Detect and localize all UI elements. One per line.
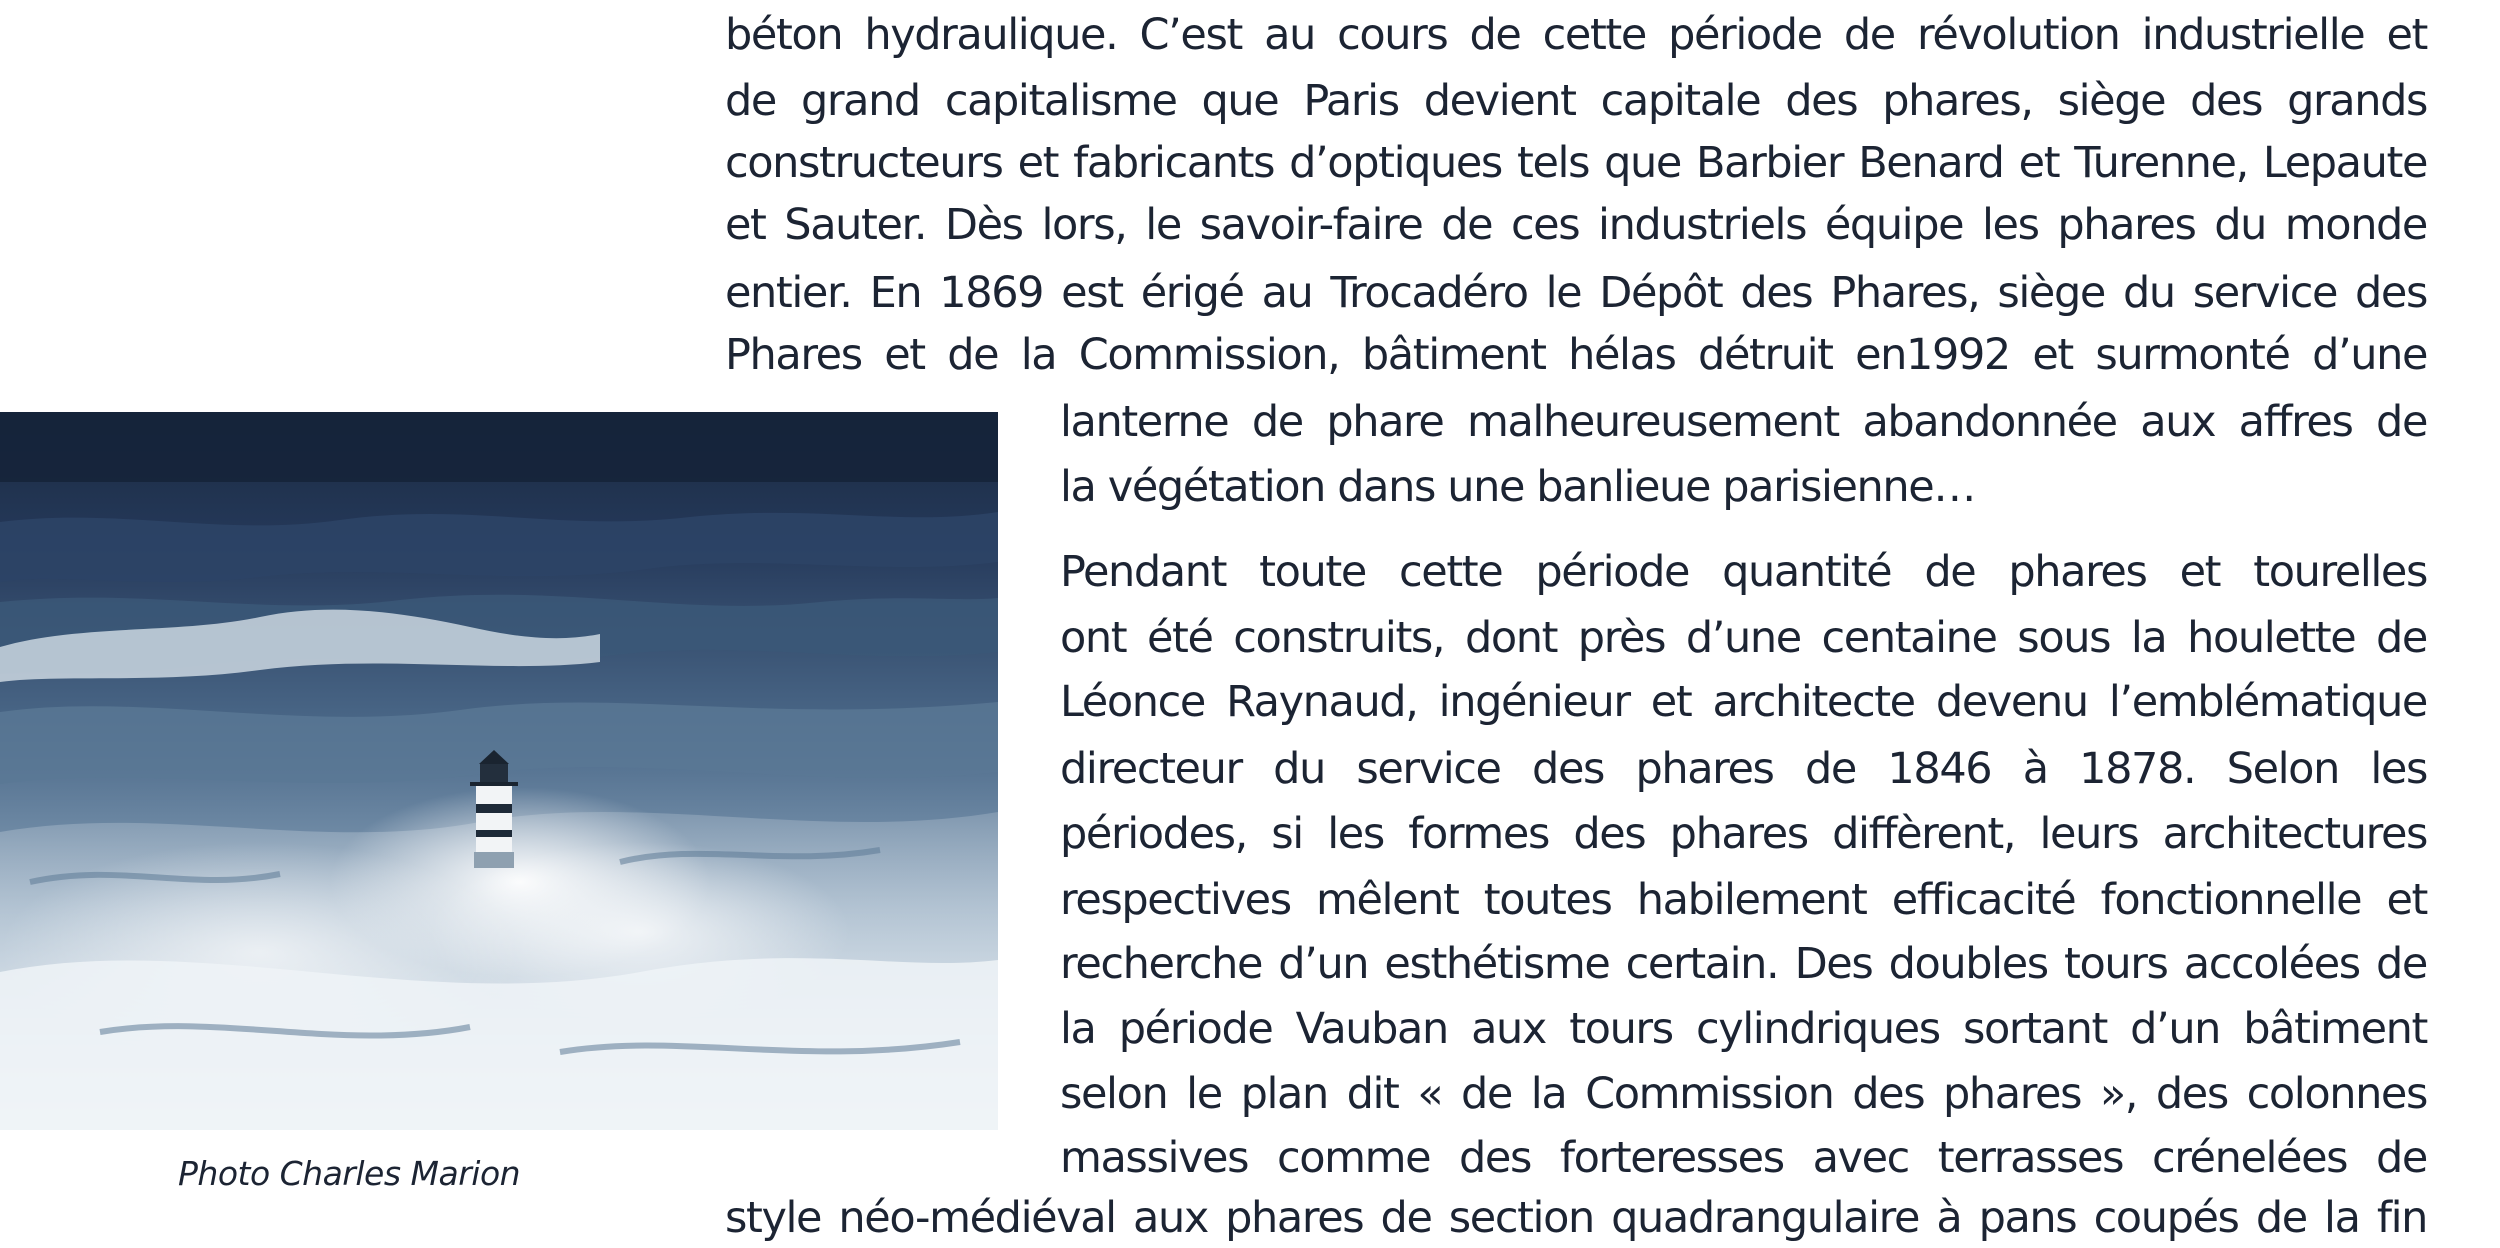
article-line-10: ont été construits, dont près d’une centaine sous la houlette de (1060, 613, 2427, 663)
article-line-4: et Sauter. Dès lors, le savoir-faire de ces industriels équipe les phares du monde (725, 200, 2427, 250)
article-line-19: style néo-médiéval aux phares de section quadrangulaire à pans coupés de la fin (725, 1193, 2427, 1243)
article-line-13: périodes, si les formes des phares diffèrent, leurs architectures (1060, 809, 2427, 859)
article-line-15: recherche d’un esthétisme certain. Des doubles tours accolées de (1060, 939, 2427, 989)
article-line-3: constructeurs et fabricants d’optiques tels que Barbier Benard et Turenne, Lepaute (725, 138, 2427, 188)
photo-caption: Photo Charles Marion (178, 1154, 521, 1193)
article-line-8: la végétation dans une banlieue parisienne… (1060, 462, 1975, 512)
article-line-7: lanterne de phare malheureusement abandonnée aux affres de (1060, 397, 2427, 447)
article-line-14: respectives mêlent toutes habilement efficacité fonctionnelle et (1060, 875, 2427, 925)
article-line-6: Phares et de la Commission, bâtiment hélas détruit en1992 et surmonté d’une (725, 330, 2427, 380)
article-line-1: béton hydraulique. C’est au cours de cette période de révolution industrielle et (725, 10, 2427, 60)
lighthouse-storm-photo (0, 412, 998, 1130)
article-line-5: entier. En 1869 est érigé au Trocadéro le Dépôt des Phares, siège du service des (725, 268, 2427, 318)
article-line-12: directeur du service des phares de 1846 à 1878. Selon les (1060, 744, 2427, 794)
article-line-2: de grand capitalisme que Paris devient capitale des phares, siège des grands (725, 76, 2427, 126)
article-line-11: Léonce Raynaud, ingénieur et architecte devenu l’emblématique (1060, 677, 2427, 727)
article-line-16: la période Vauban aux tours cylindriques sortant d’un bâtiment (1060, 1004, 2427, 1054)
article-line-17: selon le plan dit « de la Commission des phares », des colonnes (1060, 1069, 2427, 1119)
article-line-18: massives comme des forteresses avec terrasses crénelées de (1060, 1133, 2427, 1183)
article-line-9: Pendant toute cette période quantité de phares et tourelles (1060, 547, 2427, 597)
